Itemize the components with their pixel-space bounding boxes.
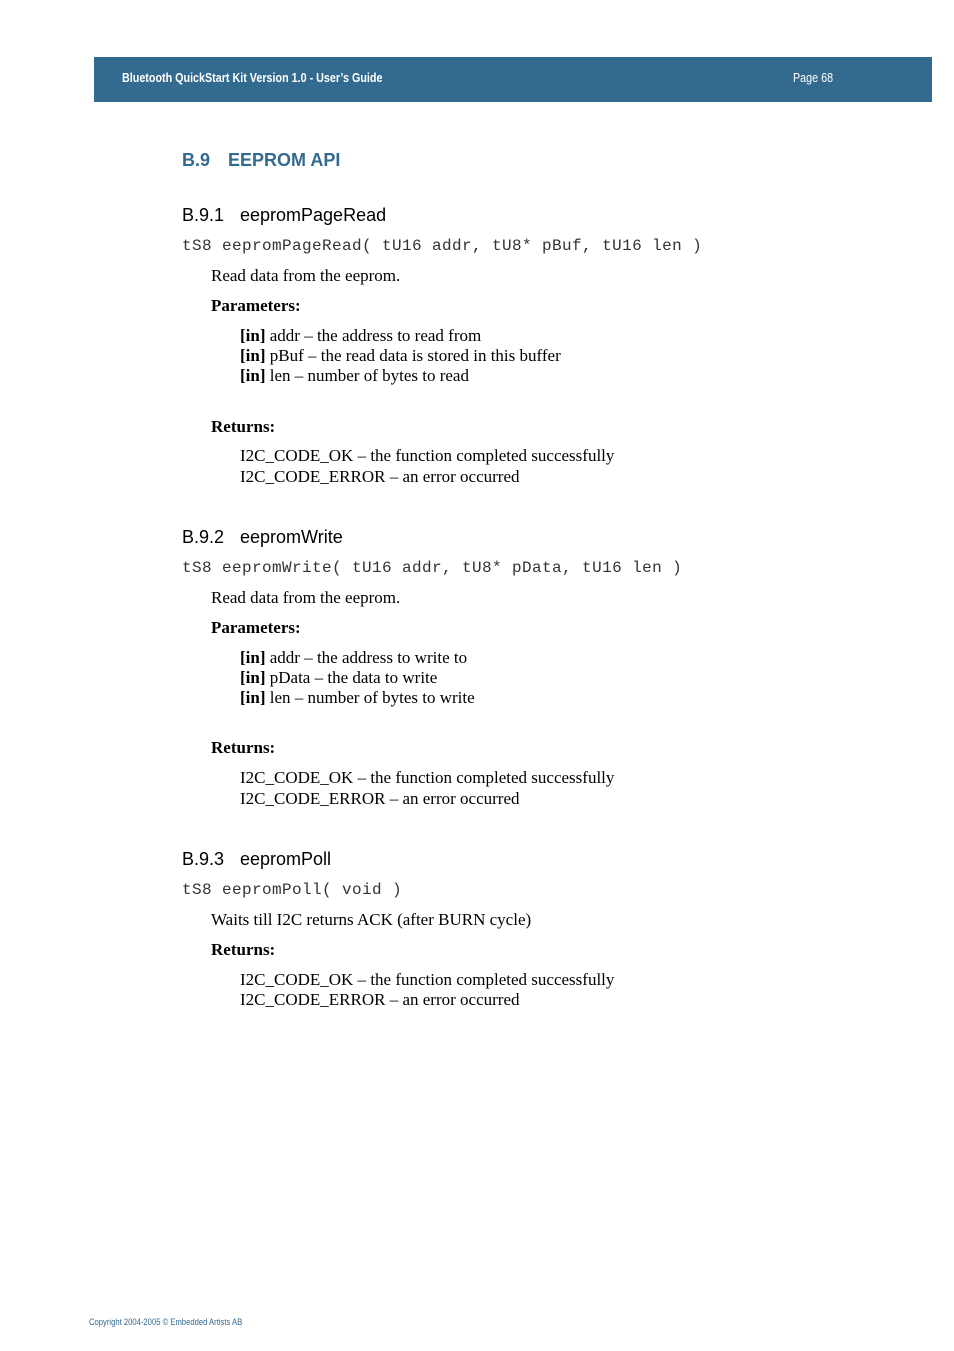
function-number: B.9.3 <box>182 849 225 869</box>
param-direction: [in] <box>240 688 266 707</box>
return-item: I2C_CODE_ERROR – an error occurred <box>240 789 520 808</box>
parameter-item <box>240 366 469 386</box>
returns-label: Returns: <box>211 940 276 959</box>
parameters-label: Parameters: <box>211 618 301 637</box>
parameter-item <box>240 346 561 366</box>
param-direction: [in] <box>240 668 266 687</box>
function-signature: tS8 eepromWrite( tU16 addr, tU8* pData, tU16 len ) <box>182 559 683 577</box>
param-text: addr – the address to read from <box>265 326 482 345</box>
section-number: B.9 <box>182 150 211 170</box>
function-signature: tS8 eepromPageRead( tU16 addr, tU8* pBuf, tU16 len ) <box>182 237 703 255</box>
parameter-item <box>240 326 481 346</box>
param-text: pBuf – the read data is stored in this buffer <box>265 346 561 365</box>
function-description: Read data from the eeprom. <box>211 266 401 285</box>
param-text: pData – the data to write <box>265 668 438 687</box>
function-number: B.9.2 <box>182 527 225 547</box>
returns-label: Returns: <box>211 738 276 757</box>
param-direction: [in] <box>240 366 266 385</box>
section-title: EEPROM API <box>228 150 341 170</box>
parameter-item <box>240 668 437 688</box>
param-text: len – number of bytes to write <box>265 688 475 707</box>
returns-label: Returns: <box>211 417 276 436</box>
function-signature: tS8 eepromPoll( void ) <box>182 881 403 899</box>
document-title: Bluetooth QuickStart Kit Version 1.0 - User’s Guide <box>122 71 383 85</box>
param-text: len – number of bytes to read <box>265 366 469 385</box>
section-heading <box>182 150 340 171</box>
return-item: I2C_CODE_ERROR – an error occurred <box>240 467 520 486</box>
return-item: I2C_CODE_OK – the function completed successfully <box>240 970 615 989</box>
function-heading-eepromwrite <box>182 527 343 548</box>
function-description: Read data from the eeprom. <box>211 588 401 607</box>
function-name: eepromPoll <box>240 849 332 869</box>
function-description: Waits till I2C returns ACK (after BURN cycle) <box>211 910 532 929</box>
page-number: Page 68 <box>793 71 834 85</box>
function-name: eepromWrite <box>240 527 343 547</box>
return-item: I2C_CODE_OK – the function completed successfully <box>240 768 615 787</box>
parameter-item <box>240 688 475 708</box>
function-heading-eeprompageread <box>182 205 386 226</box>
function-heading-eeprompoll <box>182 849 331 870</box>
return-item: I2C_CODE_OK – the function completed successfully <box>240 446 615 465</box>
function-number: B.9.1 <box>182 205 225 225</box>
function-name: eepromPageRead <box>240 205 387 225</box>
param-text: addr – the address to write to <box>265 648 468 667</box>
parameter-item <box>240 648 467 668</box>
page-header <box>94 57 932 102</box>
param-direction: [in] <box>240 648 266 667</box>
return-item: I2C_CODE_ERROR – an error occurred <box>240 990 520 1009</box>
parameters-label: Parameters: <box>211 296 301 315</box>
copyright-footer: Copyright 2004-2005 © Embedded Artists AB <box>89 1317 243 1327</box>
param-direction: [in] <box>240 346 266 365</box>
param-direction: [in] <box>240 326 266 345</box>
